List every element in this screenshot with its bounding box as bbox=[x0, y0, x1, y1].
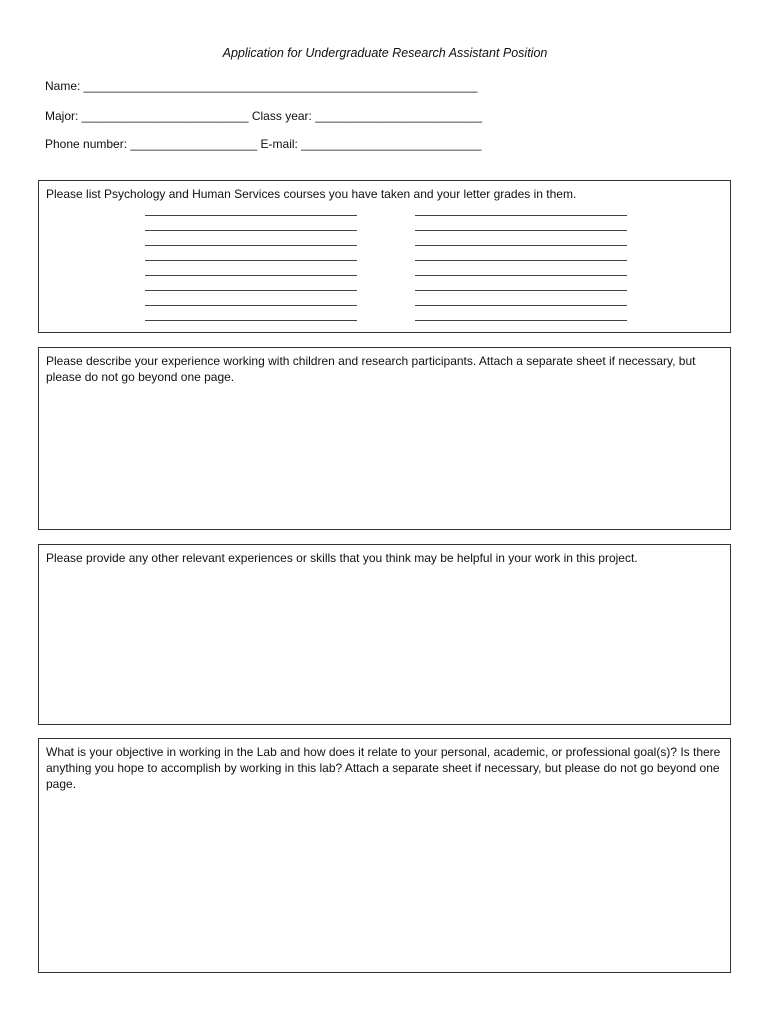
grade-line[interactable] bbox=[415, 205, 627, 220]
course-line[interactable] bbox=[145, 310, 357, 325]
grade-line[interactable] bbox=[415, 250, 627, 265]
course-line[interactable] bbox=[145, 220, 357, 235]
page-title: Application for Undergraduate Research Assistant Position bbox=[222, 46, 548, 60]
courses-column-left[interactable] bbox=[145, 205, 357, 325]
course-line[interactable] bbox=[145, 280, 357, 295]
grade-line[interactable] bbox=[415, 220, 627, 235]
grade-line[interactable] bbox=[415, 265, 627, 280]
other-skills-prompt: Please provide any other relevant experiences or skills that you think may be helpful in your work in this project. bbox=[46, 551, 638, 565]
courses-column-right[interactable] bbox=[415, 205, 627, 325]
major-class-year-field[interactable]: Major: _________________________ Class year: _________________________ bbox=[45, 109, 483, 123]
grade-line[interactable] bbox=[415, 235, 627, 250]
course-line[interactable] bbox=[145, 265, 357, 280]
courses-prompt: Please list Psychology and Human Services courses you have taken and your letter grades in them. bbox=[46, 187, 577, 201]
grade-line[interactable] bbox=[415, 280, 627, 295]
course-line[interactable] bbox=[145, 295, 357, 310]
course-line[interactable] bbox=[145, 250, 357, 265]
grade-line[interactable] bbox=[415, 295, 627, 310]
name-field[interactable]: Name: ___________________________________________________________ bbox=[45, 79, 478, 93]
other-skills-section[interactable] bbox=[38, 544, 731, 725]
phone-email-field[interactable]: Phone number: ___________________ E-mail: ___________________________ bbox=[45, 137, 482, 151]
experience-prompt: Please describe your experience working with children and research participants. Attach a separate sheet if necessary, but please do not go beyond one page. bbox=[46, 354, 696, 384]
course-line[interactable] bbox=[145, 205, 357, 220]
objective-section[interactable] bbox=[38, 738, 731, 973]
objective-prompt: What is your objective in working in the Lab and how does it relate to your personal, academic, or professional goal(s)? Is there anything you hope to accomplish by working in this lab? Attach a separate sheet if necessary, but please do not go beyond one page. bbox=[46, 745, 721, 791]
course-line[interactable] bbox=[145, 235, 357, 250]
courses-section[interactable] bbox=[38, 180, 731, 333]
grade-line[interactable] bbox=[415, 310, 627, 325]
experience-section[interactable] bbox=[38, 347, 731, 530]
